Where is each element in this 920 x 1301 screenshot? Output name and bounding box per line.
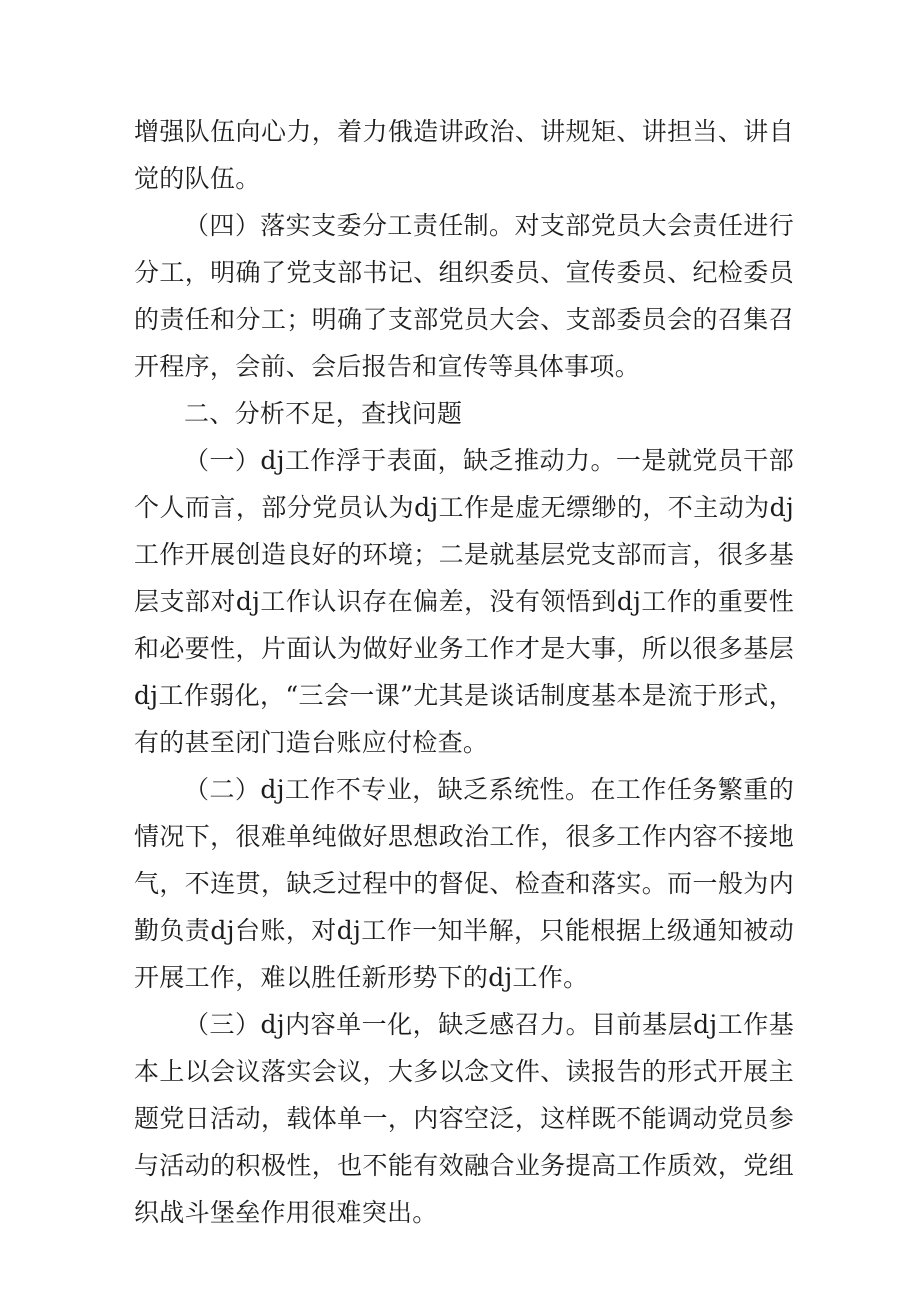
paragraph-continuation: 增强队伍向心力，着力俄造讲政治、讲规矩、讲担当、讲自觉的队伍。 bbox=[134, 117, 794, 193]
paragraph-issue-two: （二）dj工作不专业，缺乏系统性。在工作任务繁重的情况下，很难单纯做好思想政治工作，很多工作内容不接地气，不连贯，缺乏过程中的督促、检查和落实。而一般为内勤负责dj台账，对dj工作一知半解，只能根据上级通知被动开展工作，难以胜任新形势下的dj工作。 bbox=[134, 775, 794, 992]
paragraph-issue-three: （三）dj内容单一化，缺乏感召力。目前基层dj工作基本上以会议落实会议，大多以念文件、读报告的形式开展主题党日活动，载体单一，内容空泛，这样既不能调动党员参与活动的积极性，也不能有效融合业务提高工作质效，党组织战斗堡垒作用很难突出。 bbox=[134, 1010, 794, 1227]
paragraph-issue-one: （一）dj工作浮于表面，缺乏推动力。一是就党员干部个人而言，部分党员认为dj工作是虚无缥缈的，不主动为dj工作开展创造良好的环境；二是就基层党支部而言，很多基层支部对dj工作认识存在偏差，没有领悟到dj工作的重要性和必要性，片面认为做好业务工作才是大事，所以很多基层dj工作弱化，“三会一课”尤其是谈话制度基本是流于形式，有的甚至闭门造台账应付检查。 bbox=[134, 446, 794, 757]
document-body bbox=[134, 108, 794, 1236]
paragraph-section-four: （四）落实支委分工责任制。对支部党员大会责任进行分工，明确了党支部书记、组织委员、宣传委员、纪检委员的责任和分工；明确了支部党员大会、支部委员会的召集召开程序，会前、会后报告和宣传等具体事项。 bbox=[134, 211, 794, 381]
section-heading-two: 二、分析不足，查找问题 bbox=[184, 399, 463, 428]
